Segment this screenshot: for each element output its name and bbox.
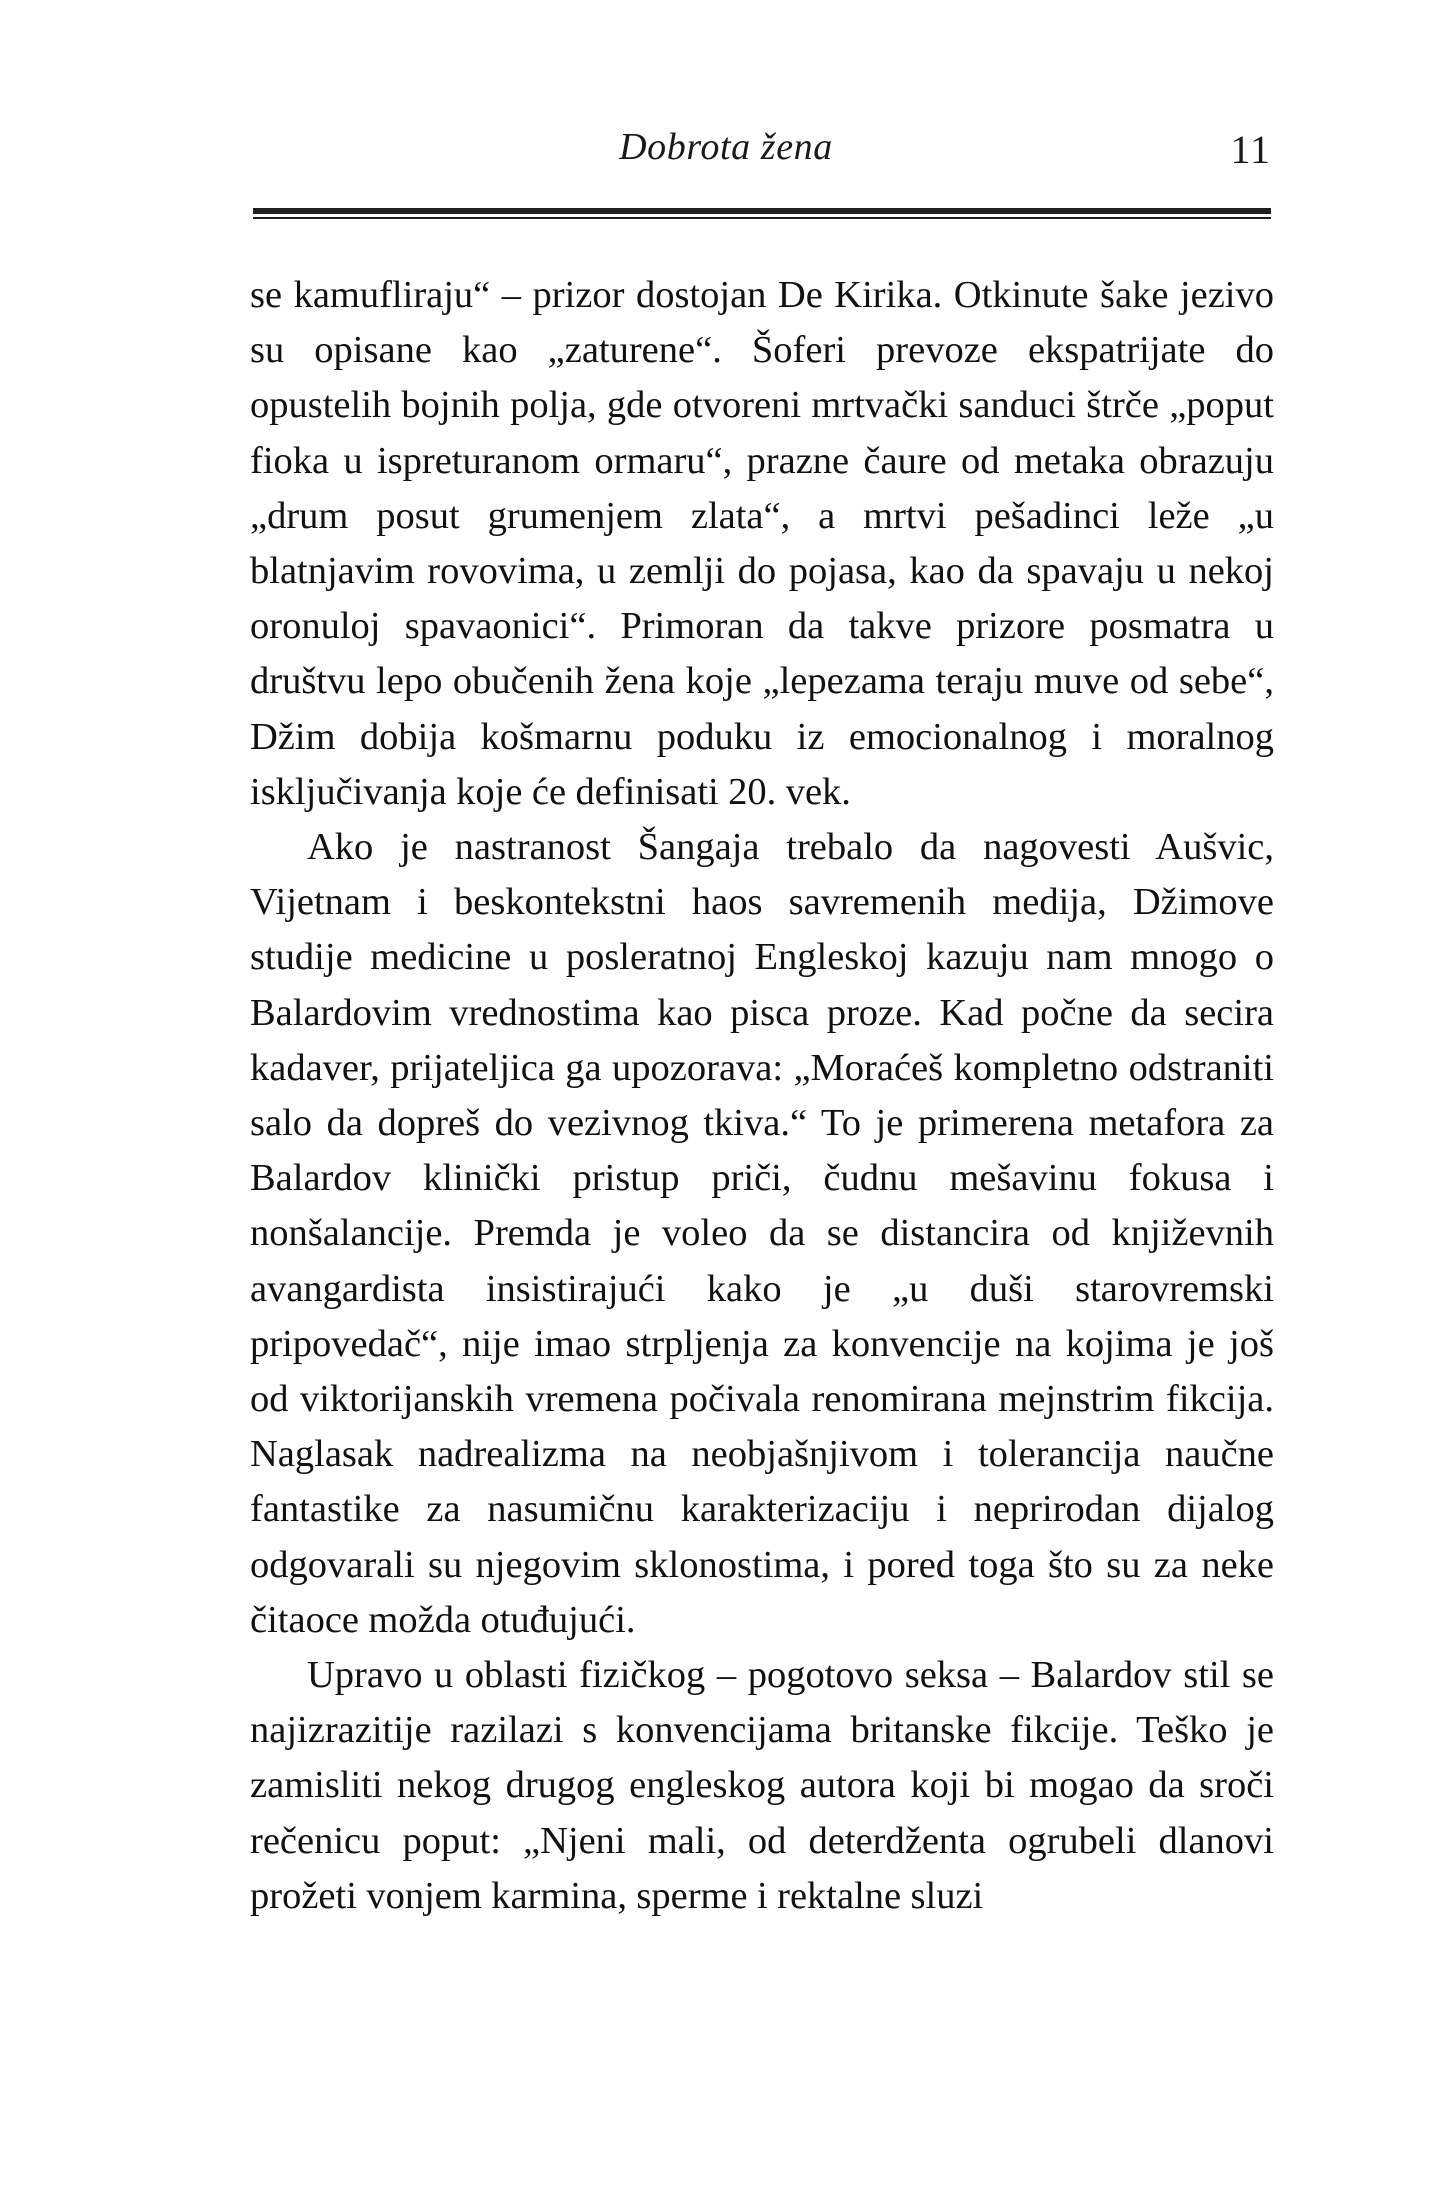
body-paragraph: Ako je nastranost Šangaja trebalo da nagovesti Aušvic, Vijetnam i beskontekstni haos savremenih medija, Džimove studije medicine u posleratnoj Engleskoj kazuju nam mnogo o Balardovim vrednostima kao pisca proze. Kad počne da secira kadaver, prijateljica ga upozorava: „Moraćeš kompletno odstraniti salo da dopreš do vezivnog tkiva.“ To je primerena metafora za Balardov klinički pristup priči, čudnu mešavinu fokusa i nonšalancije. Premda je voleo da se distancira od književnih avangardista insistirajući kako je „u duši starovremski pripovedač“, nije imao strpljenja za konvencije na kojima je još od viktorijanskih vremena počivala renomirana mejnstrim fikcija. Naglasak nadrealizma na neobjašnjivom i tolerancija naučne fantastike za nasumičnu karakterizaciju i neprirodan dijalog odgovarali su njegovim sklonostima, i pored toga što su za neke čitaoce možda otuđujući. [250, 826, 1274, 1641]
header-rule-thin [253, 217, 1271, 219]
header-rule-thick [253, 208, 1271, 214]
body-text-block [250, 268, 1274, 1924]
header-double-rule [253, 208, 1271, 219]
page-header [253, 128, 1271, 200]
body-paragraph: Upravo u oblasti fizičkog – pogotovo seksa – Balardov stil se najizrazitije razilazi s konvencijama britanske fikcije. Teško je zamisliti nekog drugog engleskog autora koji bi mogao da sroči rečenicu poput: „Njeni mali, od deterdženta ogrubeli dlanovi prožeti vonjem karmina, sperme i rektalne sluzi [250, 1654, 1274, 1917]
page-number: 11 [1230, 127, 1271, 172]
running-head-title: Dobrota žena [619, 126, 833, 168]
body-paragraph: se kamufliraju“ – prizor dostojan De Kirika. Otkinute šake jezivo su opisane kao „zaturene“. Šoferi prevoze ekspatrijate do opustelih bojnih polja, gde otvoreni mrtvački sanduci štrče „poput fioka u ispreturanom ormaru“, prazne čaure od metaka obrazuju „drum posut grumenjem zlata“, a mrtvi pešadinci leže „u blatnjavim rovovima, u zemlji do pojasa, kao da spavaju u nekoj oronuloj spavaonici“. Primoran da takve prizore posmatra u društvu lepo obučenih žena koje „lepezama teraju muve od sebe“, Džim dobija košmarnu poduku iz emocionalnog i moralnog isključivanja koje će definisati 20. vek. [250, 274, 1274, 813]
